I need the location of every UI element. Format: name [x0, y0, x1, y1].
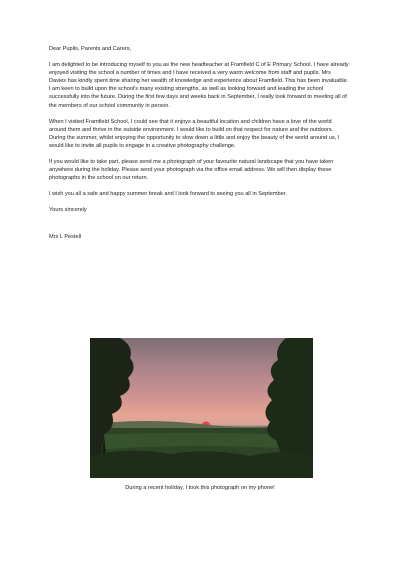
foreground-hedge: [90, 450, 313, 478]
photo-caption: During a recent holiday, I took this photograph on my phone!: [125, 485, 275, 491]
paragraph-nature: When I visited Framfield School, I could see that it enjoys a beautiful location and children have a love of the world around them and thrive in the outside environment. I would like to build on that respect for nature and the outdoors. During the summer, whilst enjoying the opportunity to slow down a little and enjoy the beauty of the world around us, I would like to invite all pupils to engage in a creative photography challenge.: [49, 118, 340, 149]
sunset-landscape-photo: [90, 338, 313, 478]
photo-illustration: [90, 338, 313, 478]
signature: Mrs L Pestell: [49, 233, 82, 240]
letter-body: [49, 45, 349, 249]
paragraph-challenge: If you would like to take part, please send me a photograph of your favourite natural landscape that you have taken anywhere during the holiday. Please send your photograph via the office email address. We will then display these photographs in the school on our return.: [49, 159, 334, 182]
salutation: Dear Pupils, Parents and Carers,: [49, 46, 132, 52]
paragraph-farewell: I wish you all a safe and happy summer break and I look forward to seeing you all in September.: [49, 191, 287, 198]
paragraph-intro: I am delighted to be introducing myself to you as the new headteacher at Framfield C of E Primary School. I have already enjoyed visiting the school a number of times and I have received a very warm welcome from staff and pupils. Mrs Davies has kindly spent time sharing her wealth of knowledge and experience about Framfield. This has been invaluable. I am keen to build upon the school's many existing strengths, as well as looking forward and leading the school successfully into the future. During the first few days and weeks back in September, I really look forward to meeting all of the members of our school community in person.: [49, 62, 349, 109]
closing: Yours sincerely: [49, 207, 87, 214]
